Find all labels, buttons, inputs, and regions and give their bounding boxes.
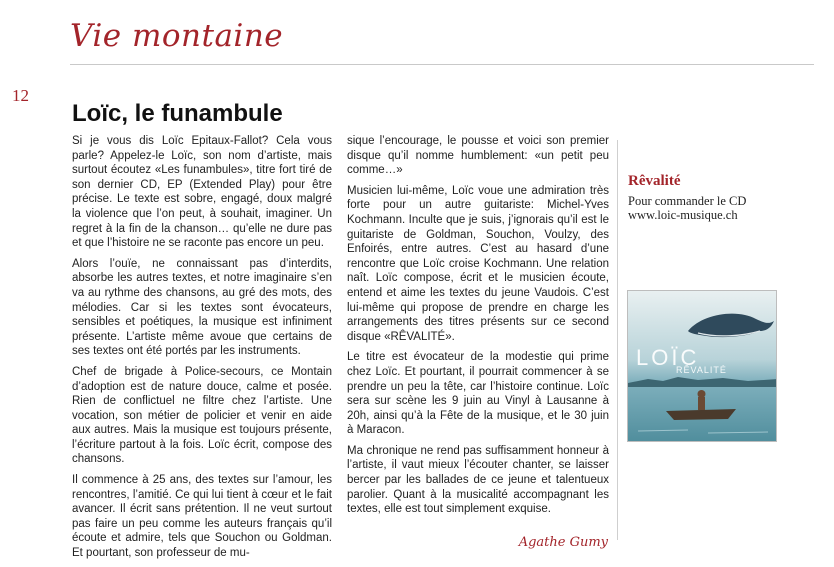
article-column-1 (72, 134, 332, 567)
cover-artist-text: LOÏC (636, 345, 700, 370)
website-link[interactable]: www.loic-musique.ch (628, 208, 738, 222)
album-cover (627, 290, 777, 442)
paragraph: Chef de brigade à Police-secours, ce Montain d’adoption est de nature douce, calme et posée. Rien de conflictuel ne filtre chez l’artiste. Une vocation, son métier de policier et venir en aide aux autres. Mais la musique est toujours présente, l’écriture partout à la fois. Loïc écrit, compose des chansons. (72, 365, 332, 466)
column-divider (617, 140, 618, 540)
order-text: Pour commander le CD (628, 194, 747, 208)
article-headline: Loïc, le funambule (72, 100, 283, 127)
header-rule (70, 64, 814, 65)
sidebar-title: Rêvalité (628, 173, 681, 189)
page-number: 12 (12, 86, 29, 105)
paragraph: Alors l’ouïe, ne connaissant pas d’interdits, absorbe les autres textes, et notre imaginaire s’en va au rythme des chansons, au gré des mots, des mélodies. Car si les textes sont évocateurs, sensibles et poétiques, la musique est infiniment présente. L’artiste même avoue que certains de ses textes ont été portés par les instruments. (72, 257, 332, 358)
paragraph: Ma chronique ne rend pas suffisamment honneur à l’artiste, il vaut mieux l’écouter chanter, se laisser bercer par les ballades de ce jeune et talentueux parolier. Quant à la musicalité accompagnant les textes, elle est tout simplement exquise. (347, 444, 609, 516)
paragraph: sique l’encourage, le pousse et voici son premier disque qu’il nomme humblement: «un petit peu comme…» (347, 135, 609, 177)
paragraph: Le titre est évocateur de la modestie qui prime chez Loïc. Et pourtant, il pourrait commencer à se prendre un peu la tête, car l’histoire continue. Loïc sera sur scène les 9 juin au Vinyl à Lausanne à 20h, ainsi qu’à la Fête de la musique, et le 30 juin à Maracon. (347, 351, 609, 437)
author-byline: Agathe Gumy (518, 535, 608, 550)
section-title: Vie montaine (70, 18, 284, 54)
cover-album-text: RÊVALITÉ (676, 365, 727, 375)
article-column-2 (347, 134, 609, 523)
paragraph: Il commence à 25 ans, des textes sur l’amour, les rencontres, l’amitié. Ce qui lui tient à cœur et le fait avancer. Il écrit sans prétention. Il ne veut surtout pas faire un peu comme les auteurs français qu’il écoute et admire, tels que Souchon ou Goldman. Et pourtant, son professeur de mu- (72, 474, 332, 560)
paragraph: Musicien lui-même, Loïc voue une admiration très forte pour un autre guitariste: Michel-Yves Kochmann. Inculte que je suis, j’ignorais qu’il est le guitariste de Goldman, Souchon, Voulzy, des Enfoirés, entre autres. C’est au hasard d’une rencontre que Loïc croise Kochmann. Une relation naît. Loïc compose, écrit et le musicien écoute, entend et aime les textes du jeune Vaudois. C’est lui-même qui propose de prendre en charge les arrangements des titres présents sur ce second disque «RÊVALITÉ». (347, 184, 609, 343)
paragraph: Si je vous dis Loïc Epitaux-Fallot? Cela vous parle? Appelez-le Loïc, son nom d’artiste, mais surtout écoutez «Les funambules», titre fort tiré de son dernier CD, EP (Extended Play) pour être précise. Le texte est sobre, engagé, doux malgré la violence que l’on peut, à souhait, imaginer. Un regret à la fin de la chanson… qu’elle ne dure pas et que l’histoire ne se raconte pas encore un peu. (72, 135, 332, 250)
sidebar-info (628, 194, 818, 222)
